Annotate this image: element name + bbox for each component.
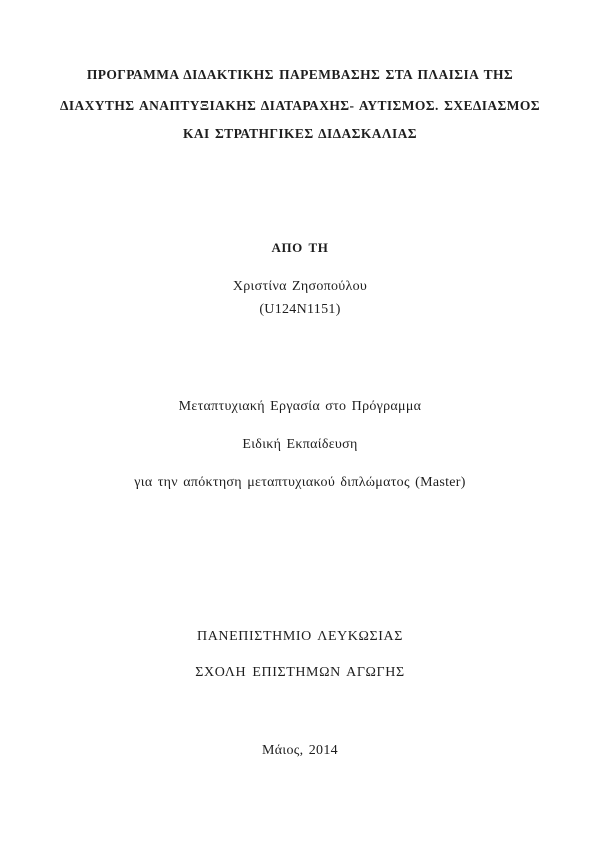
thesis-title-line-3: ΚΑΙ ΣΤΡΑΤΗΓΙΚΕΣ ΔΙΔΑΣΚΑΛΙΑΣ xyxy=(182,126,418,141)
school-name: ΣΧΟΛΗ ΕΠΙΣΤΗΜΩΝ ΑΓΩΓΗΣ xyxy=(195,665,405,680)
university-name: ΠΑΝΕΠΙΣΤΗΜΙΟ ΛΕΥΚΩΣΙΑΣ xyxy=(196,629,403,644)
degree-purpose-line: για την απόκτηση μεταπτυχιακού διπλώματος (Master) xyxy=(134,475,466,490)
byline-label: ΑΠΟ ΤΗ xyxy=(271,240,329,255)
author-name: Χριστίνα Ζησοπούλου xyxy=(232,279,368,294)
thesis-title-line-2: ΔΙΑΧΥΤΗΣ ΑΝΑΠΤΥΞΙΑΚΗΣ ΔΙΑΤΑΡΑΧΗΣ- ΑΥΤΙΣΜΟΣ. ΣΧΕΔΙΑΣΜΟΣ xyxy=(59,98,541,113)
program-name-line: Ειδική Εκπαίδευση xyxy=(242,437,358,452)
publication-date: Μάιος, 2014 xyxy=(262,743,338,758)
thesis-title-line-1: ΠΡΟΓΡΑΜΜΑ ΔΙΔΑΚΤΙΚΗΣ ΠΑΡΕΜΒΑΣΗΣ ΣΤΑ ΠΛΑΙΣΙΑ ΤΗΣ xyxy=(86,67,514,82)
program-intro-line: Μεταπτυχιακή Εργασία στο Πρόγραμμα xyxy=(178,399,422,414)
student-id: (U124N1151) xyxy=(259,302,341,317)
